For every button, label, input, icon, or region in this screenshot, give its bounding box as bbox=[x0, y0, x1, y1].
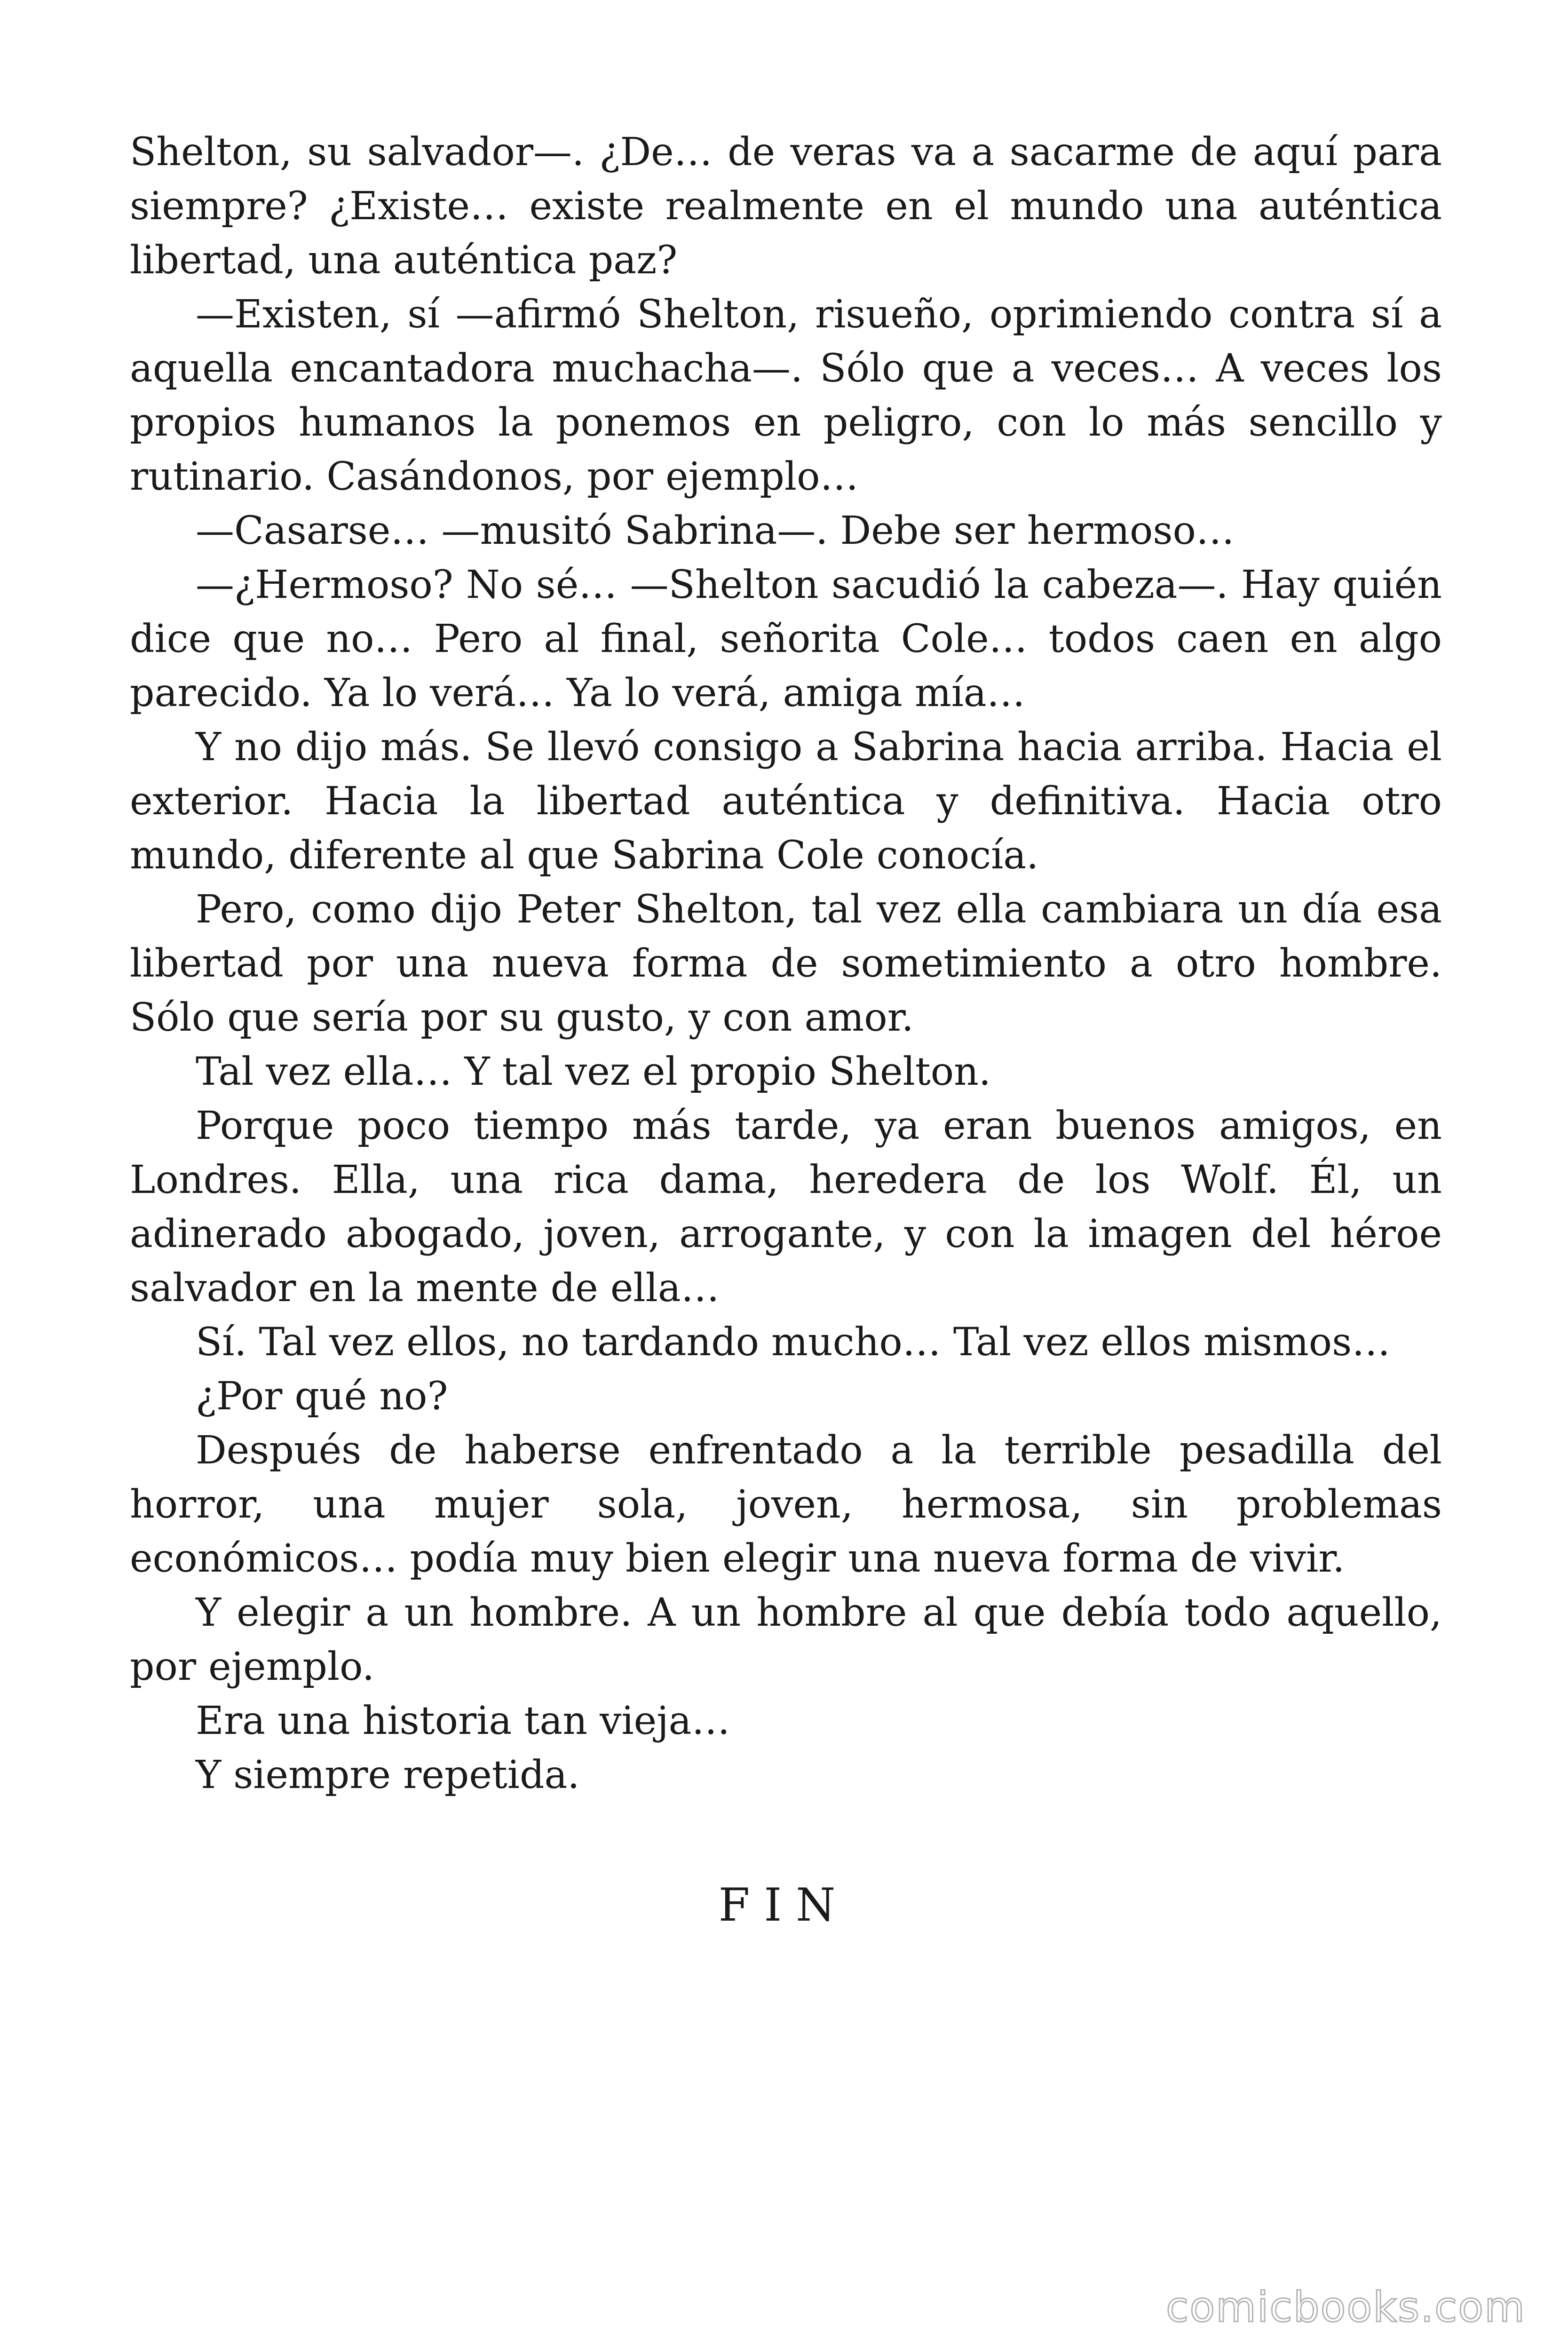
page-body bbox=[130, 125, 1442, 1802]
paragraph-14: Y siempre repetida. bbox=[196, 1753, 580, 1797]
paragraph-2: —Existen, sí —afirmó Shelton, risueño, oprimiendo contra sí a aquella encantadora muchacha—. Sólo que a veces… A veces los propios humanos la ponemos en peligro, con lo más sencillo y rutinario. Casándonos, por ejemplo… bbox=[130, 292, 1442, 499]
paragraph-1: Shelton, su salvador—. ¿De… de veras va a sacarme de aquí para siempre? ¿Existe… existe realmente en el mundo una auténtica libertad, una auténtica paz? bbox=[130, 130, 1442, 283]
paragraph-11: Después de haberse enfrentado a la terrible pesadilla del horror, una mujer sola, joven, hermosa, sin problemas económicos… podía muy bien elegir una nueva forma de vivir. bbox=[130, 1428, 1442, 1581]
paragraph-6: Pero, como dijo Peter Shelton, tal vez ella cambiara un día esa libertad por una nueva forma de sometimiento a otro hombre. Sólo que sería por su gusto, y con amor. bbox=[130, 887, 1442, 1040]
watermark: comicbooks.com bbox=[1165, 2283, 1526, 2331]
paragraph-3: —Casarse… —musitó Sabrina—. Debe ser hermoso… bbox=[196, 509, 1235, 553]
paragraph-4: —¿Hermoso? No sé… —Shelton sacudió la cabeza—. Hay quién dice que no… Pero al final, señorita Cole… todos caen en algo parecido. Ya lo verá… Ya lo verá, amiga mía… bbox=[130, 563, 1442, 715]
paragraph-10: ¿Por qué no? bbox=[196, 1374, 448, 1419]
paragraph-7: Tal vez ella… Y tal vez el propio Shelton. bbox=[196, 1049, 991, 1094]
paragraph-8: Porque poco tiempo más tarde, ya eran buenos amigos, en Londres. Ella, una rica dama, heredera de los Wolf. Él, un adinerado abogado, joven, arrogante, y con la imagen del héroe salvador en la mente de ella… bbox=[130, 1104, 1442, 1311]
end-mark: FIN bbox=[718, 1879, 850, 1931]
paragraph-13: Era una historia tan vieja… bbox=[196, 1699, 730, 1743]
paragraph-12: Y elegir a un hombre. A un hombre al que debía todo aquello, por ejemplo. bbox=[130, 1590, 1442, 1689]
paragraph-5: Y no dijo más. Se llevó consigo a Sabrina hacia arriba. Hacia el exterior. Hacia la libertad auténtica y definitiva. Hacia otro mundo, diferente al que Sabrina Cole conocía. bbox=[130, 725, 1442, 878]
paragraph-9: Sí. Tal vez ellos, no tardando mucho… Tal vez ellos mismos… bbox=[196, 1320, 1391, 1365]
